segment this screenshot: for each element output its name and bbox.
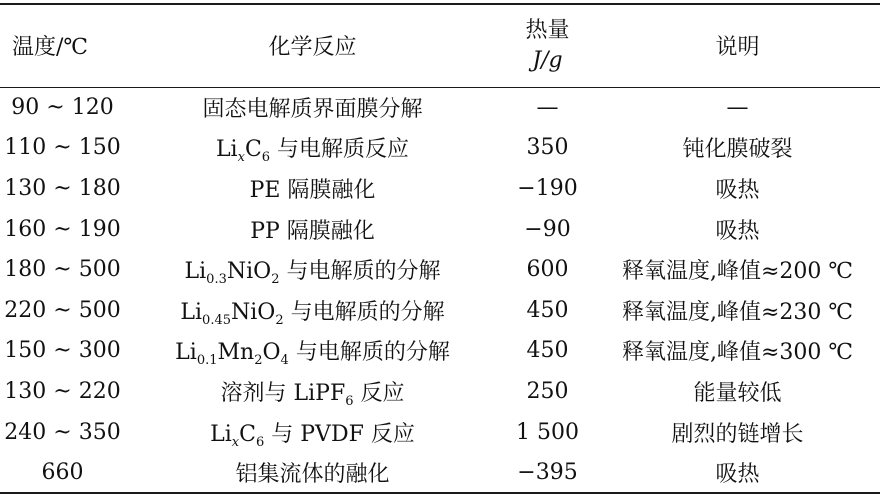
table-row	[0, 168, 880, 209]
cell-note: —	[726, 95, 749, 121]
cell-temperature: 90 ~ 120	[11, 95, 114, 121]
cell-temperature: 660	[41, 459, 84, 485]
cell-temperature: 160 ~ 190	[4, 216, 121, 242]
reaction-text: PP 隔膜融化	[250, 218, 375, 244]
cell-heat: −90	[524, 216, 571, 242]
reaction-subscript: 0.3	[206, 272, 227, 288]
cell-reaction	[125, 249, 500, 290]
cell-note: 吸热	[715, 218, 760, 244]
cell-temperature: 130 ~ 180	[4, 175, 121, 201]
cell-temperature: 130 ~ 220	[4, 378, 121, 404]
cell-heat: 450	[526, 338, 569, 364]
reaction-text: 反应	[353, 380, 405, 406]
reaction-text: 与 PVDF 反应	[264, 421, 415, 447]
reaction-text: 固态电解质界面膜分解	[202, 97, 423, 123]
table-row	[0, 128, 880, 169]
reaction-text: Li	[175, 340, 197, 366]
table-row	[0, 87, 880, 128]
cell-note: 释氧温度,峰值≈200 ℃	[621, 259, 854, 285]
cell-heat: 600	[526, 257, 569, 283]
table-row	[0, 331, 880, 372]
header-note: 说明	[595, 4, 880, 87]
reaction-subscript: 6	[255, 434, 265, 450]
cell-temperature: 110 ~ 150	[4, 135, 121, 161]
reaction-text: Li	[184, 259, 207, 285]
cell-note: 钝化膜破裂	[682, 137, 793, 163]
reaction-text: NiO	[231, 299, 276, 325]
cell-note: 吸热	[715, 461, 760, 487]
reaction-subscript: 4	[280, 353, 289, 369]
table-row	[0, 209, 880, 250]
header-reaction: 化学反应	[125, 4, 500, 87]
cell-reaction	[125, 452, 500, 493]
reaction-text: Li	[180, 299, 203, 325]
reaction-text: Li	[210, 421, 232, 447]
cell-reaction	[125, 290, 500, 331]
reaction-subscript: 2	[271, 272, 280, 288]
table-row	[0, 290, 880, 331]
reaction-text: O	[262, 340, 281, 366]
reaction-text: PE 隔膜融化	[249, 177, 376, 203]
cell-note: 释氧温度,峰值≈300 ℃	[621, 340, 854, 366]
cell-heat: 350	[526, 135, 569, 161]
reaction-text: 铝集流体的融化	[235, 461, 390, 487]
reaction-subscript: 6	[345, 393, 354, 409]
reaction-subscript: 0.45	[202, 312, 231, 328]
cell-reaction	[125, 128, 500, 169]
cell-note: 吸热	[715, 177, 760, 203]
table-row	[0, 371, 880, 412]
cell-heat: −190	[517, 175, 578, 201]
reaction-text: 与电解质的分解	[288, 340, 450, 366]
reaction-subscript: 2	[254, 353, 263, 369]
cell-reaction	[125, 209, 500, 250]
reaction-text: C	[244, 137, 262, 163]
cell-temperature: 220 ~ 500	[4, 297, 121, 323]
reaction-subscript: 0.1	[196, 353, 218, 369]
reaction-text: Li	[215, 137, 238, 163]
reaction-text: 溶剂与 LiPF	[220, 380, 346, 406]
header-temperature: 温度/℃	[0, 4, 125, 87]
cell-note: 剧烈的链增长	[671, 421, 804, 447]
table-header-row	[0, 4, 880, 87]
cell-heat: 250	[526, 378, 569, 404]
reaction-subscript: 6	[261, 150, 271, 166]
reaction-text: NiO	[226, 259, 272, 285]
cell-heat: 450	[526, 297, 569, 323]
cell-heat: 1 500	[516, 419, 579, 445]
cell-note: 释氧温度,峰值≈230 ℃	[621, 299, 854, 325]
reaction-subscript: x	[231, 434, 240, 450]
table-row	[0, 412, 880, 453]
cell-reaction	[125, 412, 500, 453]
reaction-text: Mn	[217, 340, 255, 366]
cell-reaction	[125, 87, 500, 128]
table-row	[0, 452, 880, 493]
cell-reaction	[125, 371, 500, 412]
reaction-text: 与电解质的分解	[279, 259, 441, 285]
cell-reaction	[125, 168, 500, 209]
reaction-text: 与电解质的分解	[283, 299, 445, 325]
cell-reaction	[125, 331, 500, 372]
reaction-text: C	[239, 421, 256, 447]
cell-temperature: 180 ~ 500	[4, 257, 121, 283]
cell-note: 能量较低	[693, 380, 782, 406]
reaction-text: 与电解质反应	[270, 137, 410, 163]
cell-heat: −395	[517, 459, 578, 485]
cell-temperature: 150 ~ 300	[4, 338, 121, 364]
reaction-subscript: x	[237, 150, 245, 166]
reaction-subscript: 2	[275, 312, 284, 328]
header-heat	[500, 4, 595, 87]
table-body	[0, 87, 880, 493]
thermal-reaction-table	[0, 3, 880, 494]
cell-heat: —	[536, 95, 559, 121]
cell-temperature: 240 ~ 350	[4, 419, 121, 445]
header-heat-unit: J/g	[532, 47, 563, 73]
table-row	[0, 249, 880, 290]
header-heat-label: 热量	[525, 17, 570, 43]
